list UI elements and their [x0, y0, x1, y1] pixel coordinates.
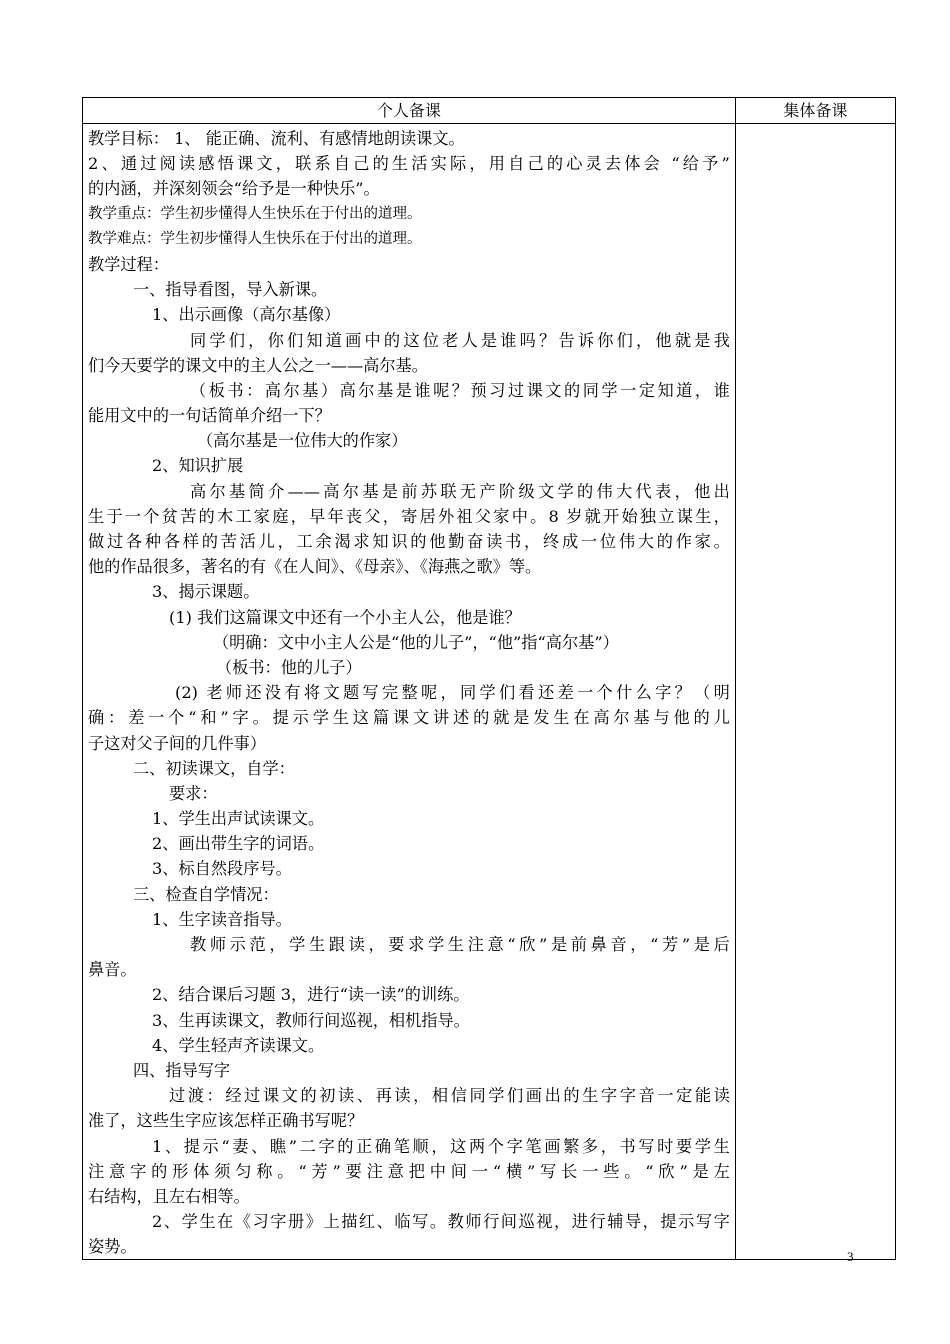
text-line: 三、检查自学情况： — [133, 884, 279, 904]
text-line: 生于一个贫苦的木工家庭，早年丧父，寄居外祖父家中。8 岁就开始独立谋生， — [88, 506, 730, 526]
text-line: 高尔基简介——高尔基是前苏联无产阶级文学的伟大代表，他出 — [190, 481, 730, 501]
text-line: 3、标自然段序号。 — [152, 859, 292, 879]
content-row — [83, 124, 896, 1260]
text-line: （明确：文中小主人公是“他的儿子”，“他”指“高尔基”） — [213, 632, 619, 652]
text-line: 确：差一个“和”字。提示学生这篇课文讲述的就是发生在高尔基与他的儿 — [88, 708, 730, 728]
text-line: 教学重点：学生初步懂得人生快乐在于付出的道理。 — [88, 205, 422, 222]
text-line: 1、提示“妻、瞧”二字的正确笔顺，这两个字笔画繁多，书写时要学生 — [152, 1136, 730, 1156]
text-line: 他的作品很多，著名的有《在人间》、《母亲》、《海燕之歌》等。 — [88, 557, 542, 577]
personal-prep-content — [83, 124, 736, 1260]
text-line: 过渡：经过课文的初读、再读，相信同学们画出的生字字音一定能读 — [169, 1086, 730, 1106]
group-prep-content — [735, 124, 895, 1260]
header-group-prep: 集体备课 — [735, 98, 895, 124]
text-line: 的内涵，并深刻领会“给予是一种快乐”。 — [88, 179, 380, 199]
text-line: 2、结合课后习题 3，进行“读一读”的训练。 — [152, 985, 470, 1005]
text-line: (2) 老师还没有将文题写完整呢，同学们看还差一个什么字？（明 — [175, 683, 730, 703]
header-row — [83, 98, 896, 124]
text-line: 2、知识扩展 — [152, 456, 244, 476]
page-number: 3 — [847, 1249, 854, 1264]
text-line: 注意字的形体须匀称。“芳”要注意把中间一“横”写长一些。“欣”是左 — [88, 1161, 730, 1181]
text-line: 教学难点：学生初步懂得人生快乐在于付出的道理。 — [88, 230, 422, 247]
text-line: 1、学生出声试读课文。 — [152, 809, 325, 829]
text-line: 要求： — [169, 783, 218, 803]
lesson-plan-table — [82, 97, 896, 1260]
text-line: 2、画出带生字的词语。 — [152, 834, 325, 854]
text-line: （板书：高尔基）高尔基是谁呢？预习过课文的同学一定知道，谁 — [190, 380, 730, 400]
text-line: 4、学生轻声齐读课文。 — [152, 1035, 325, 1055]
text-line: 2、学生在《习字册》上描红、临写。教师行间巡视，进行辅导，提示写字 — [152, 1212, 730, 1232]
text-line: 教学目标： 1、 能正确、流利、有感情地朗读课文。 — [88, 129, 465, 148]
text-line: 同学们，你们知道画中的这位老人是谁吗？告诉你们，他就是我 — [190, 330, 730, 350]
text-line: （板书：他的儿子） — [216, 657, 362, 677]
header-personal-prep: 个人备课 — [83, 98, 736, 124]
text-line: 一、指导看图，导入新课。 — [133, 280, 328, 300]
text-line: 四、指导写字 — [133, 1060, 231, 1080]
text-line: 1、出示画像（高尔基像） — [152, 305, 341, 325]
text-line: 1、生字读音指导。 — [152, 909, 292, 929]
text-line: 做过各种各样的苦活儿，工余渴求知识的他勤奋读书，终成一位伟大的作家。 — [88, 532, 730, 551]
text-line: 鼻音。 — [88, 960, 137, 980]
text-line: 教师示范，学生跟读，要求学生注意“欣”是前鼻音，“芳”是后 — [190, 935, 730, 954]
text-line: 教学过程： — [88, 254, 169, 274]
text-line: 3、揭示课题。 — [152, 582, 260, 602]
text-line: 准了，这些生字应该怎样正确书写呢？ — [88, 1111, 364, 1131]
text-line: 姿势。 — [88, 1237, 137, 1257]
text-line: (1) 我们这篇课文中还有一个小主人公，他是谁？ — [169, 607, 521, 627]
text-line: 2、通过阅读感悟课文，联系自己的生活实际，用自己的心灵去体会 “给予” — [88, 154, 730, 174]
text-line: 3、生再读课文，教师行间巡视，相机指导。 — [152, 1010, 470, 1030]
text-line: 右结构，且左右相等。 — [88, 1186, 250, 1206]
text-line: 能用文中的一句话简单介绍一下？ — [88, 406, 331, 426]
text-line: 们今天要学的课文中的主人公之一——高尔基。 — [88, 355, 428, 375]
text-line: 子这对父子间的几件事） — [88, 733, 267, 753]
text-line: 二、初读课文，自学： — [133, 758, 295, 778]
text-line: （高尔基是一位伟大的作家） — [197, 431, 408, 451]
